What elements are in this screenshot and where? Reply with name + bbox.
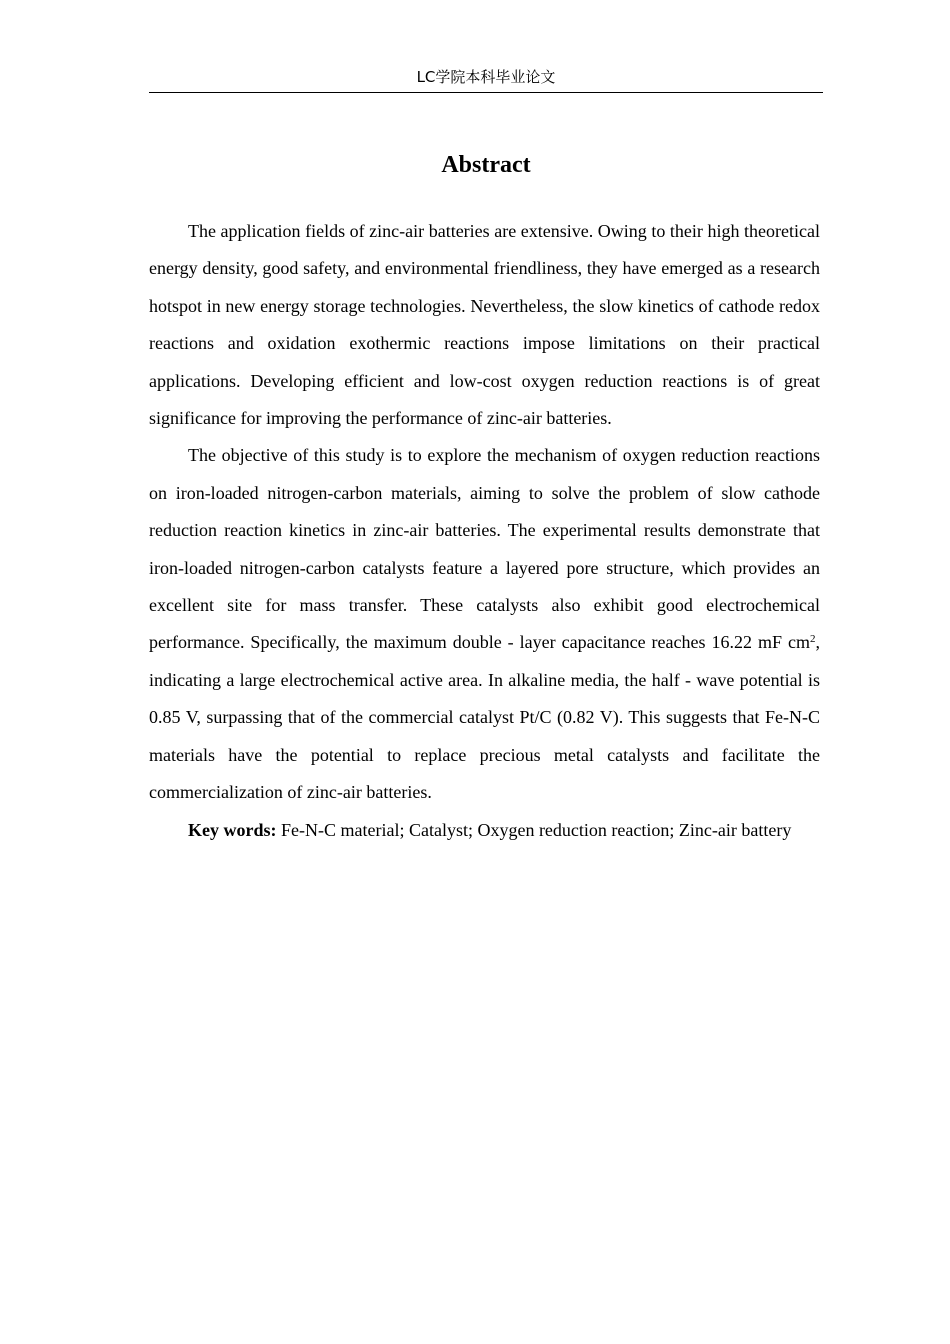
keywords-list: Fe-N-C material; Catalyst; Oxygen reduction reaction; Zinc-air battery — [276, 819, 792, 840]
abstract-title: Abstract — [441, 152, 531, 178]
superscript-exponent: 2 — [810, 633, 816, 646]
keywords-label: Key words: — [188, 819, 277, 840]
abstract-paragraph-2 — [149, 437, 820, 811]
paragraph-2-text-start: The objective of this study is to explore the mechanism of oxygen reduction reactions on iron-loaded nitrogen-carbon materials, aiming to solve the problem of slow cathode reduction reaction kinetics in zinc-air batteries. The experimental results demonstrate that iron-loaded nitrogen-carbon catalysts feature a layered pore structure, which provides an excellent site for mass transfer. These catalysts also exhibit good electrochemical performance. Specifically, the maximum double - layer capacitance reaches 16.22 mF cm — [149, 445, 820, 653]
running-header: LC学院本科毕业论文 — [149, 66, 823, 93]
paragraph-2-text-end: , indicating a large electrochemical active area. In alkaline media, the half - wave potential is 0.85 V, surpassing that of the commercial catalyst Pt/C (0.82 V). This suggests that Fe-N-C materials have the potential to replace precious metal catalysts and facilitate the commercialization of zinc-air batteries. — [149, 632, 820, 803]
keywords-paragraph — [149, 812, 820, 849]
abstract-paragraph-1: The application fields of zinc-air batteries are extensive. Owing to their high theoretical energy density, good safety, and environmental friendliness, they have emerged as a research hotspot in new energy storage technologies. Nevertheless, the slow kinetics of cathode redox reactions and oxidation exothermic reactions impose limitations on their practical applications. Developing efficient and low-cost oxygen reduction reactions is of great significance for improving the performance of zinc-air batteries. — [149, 221, 820, 429]
abstract-body — [149, 213, 820, 849]
